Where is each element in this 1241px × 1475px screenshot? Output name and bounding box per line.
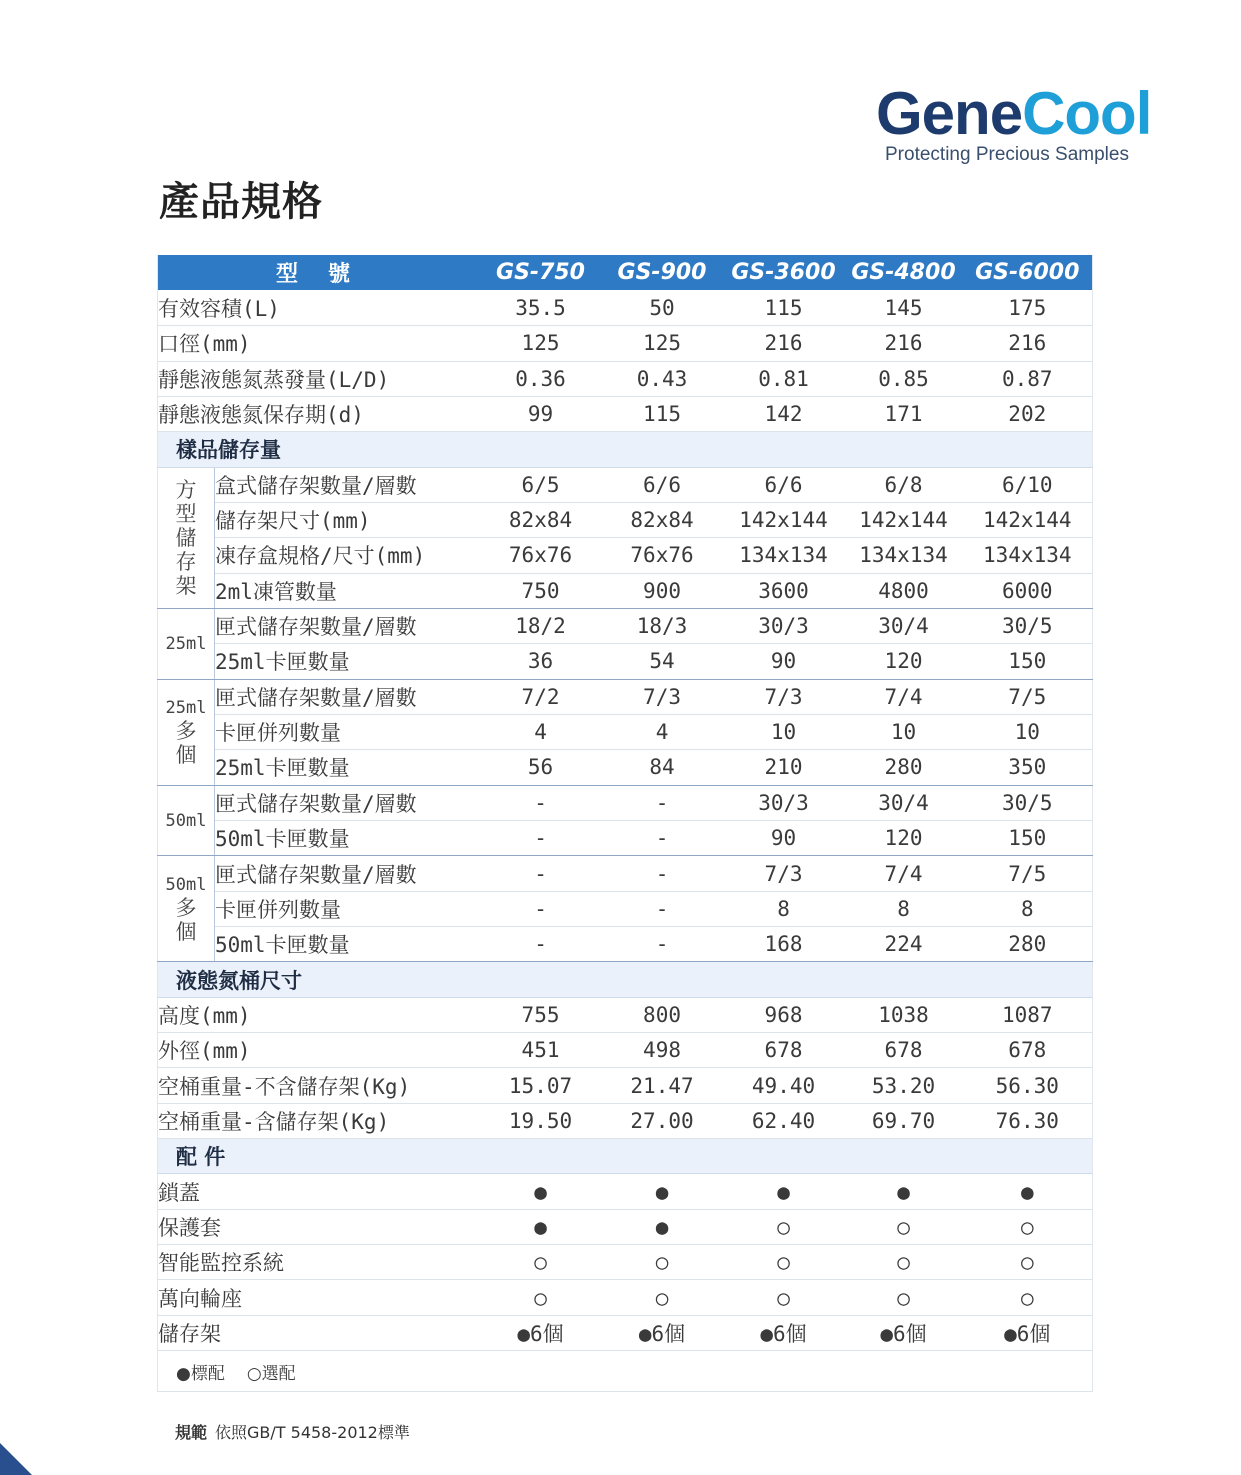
value-cell: 82x84 (480, 502, 602, 537)
row-label: 空桶重量-不含儲存架(Kg) (158, 1068, 480, 1103)
value-cell: 56.30 (963, 1068, 1093, 1103)
table-row (158, 1068, 1093, 1103)
row-label: 50ml卡匣數量 (215, 821, 480, 856)
corner-decoration (0, 1443, 32, 1475)
value-cell: 171 (845, 396, 963, 431)
value-cell: 49.40 (723, 1068, 845, 1103)
value-cell: ○ (723, 1209, 845, 1244)
value-cell: 35.5 (480, 290, 602, 325)
section-title: 液態氮桶尺寸 (158, 962, 1093, 997)
table-row (158, 1280, 1093, 1315)
value-cell: ● (480, 1174, 602, 1209)
table-row (158, 538, 1093, 573)
value-cell: - (602, 785, 723, 820)
value-cell: 54 (602, 644, 723, 679)
value-cell: 142x144 (723, 502, 845, 537)
value-cell: 125 (480, 326, 602, 361)
value-cell: 350 (963, 750, 1093, 785)
value-cell: ● (723, 1174, 845, 1209)
footnote-text: 依照GB/T 5458-2012標準 (215, 1423, 410, 1442)
value-cell: 0.43 (602, 361, 723, 396)
value-cell: 7/3 (723, 856, 845, 891)
value-cell: 0.85 (845, 361, 963, 396)
value-cell: ○ (480, 1280, 602, 1315)
value-cell: 0.36 (480, 361, 602, 396)
row-label: 保護套 (158, 1209, 480, 1244)
table-row (158, 290, 1093, 325)
value-cell: 7/2 (480, 679, 602, 714)
table-row (158, 1315, 1093, 1350)
value-cell: 134x134 (723, 538, 845, 573)
value-cell: 678 (723, 1033, 845, 1068)
value-cell: 168 (723, 927, 845, 962)
row-label: 匣式儲存架數量/層數 (215, 679, 480, 714)
value-cell: 280 (963, 927, 1093, 962)
row-label: 萬向輪座 (158, 1280, 480, 1315)
value-cell: 134x134 (845, 538, 963, 573)
value-cell: 900 (602, 573, 723, 608)
table-row (158, 396, 1093, 431)
value-cell: 10 (963, 714, 1093, 749)
row-label: 卡匣併列數量 (215, 891, 480, 926)
group-label-text: 方 型 儲 存 架 (175, 477, 197, 598)
table-row (158, 714, 1093, 749)
value-cell: 62.40 (723, 1103, 845, 1138)
header-model-name: GS-4800 (845, 255, 963, 290)
table-row (158, 750, 1093, 785)
table-row (158, 502, 1093, 537)
value-cell: 76x76 (602, 538, 723, 573)
group-label-text: 多 個 (175, 895, 197, 944)
value-cell: 19.50 (480, 1103, 602, 1138)
table-row (158, 679, 1093, 714)
value-cell: ●6個 (963, 1315, 1093, 1350)
brand-logo (876, 82, 1176, 172)
header-model-name: GS-6000 (963, 255, 1093, 290)
value-cell: 150 (963, 644, 1093, 679)
value-cell: 53.20 (845, 1068, 963, 1103)
group-label: 50ml (158, 785, 215, 856)
table-row (158, 1103, 1093, 1138)
value-cell: 175 (963, 290, 1093, 325)
group-label (158, 679, 215, 785)
table-row (158, 856, 1093, 891)
value-cell: ○ (845, 1209, 963, 1244)
value-cell: 0.81 (723, 361, 845, 396)
table-row (158, 785, 1093, 820)
legend (158, 1351, 1093, 1392)
value-cell: 7/4 (845, 856, 963, 891)
value-cell: 56 (480, 750, 602, 785)
value-cell: - (480, 785, 602, 820)
row-label: 空桶重量-含儲存架(Kg) (158, 1103, 480, 1138)
value-cell: ○ (845, 1245, 963, 1280)
row-label: 卡匣併列數量 (215, 714, 480, 749)
value-cell: - (602, 821, 723, 856)
value-cell: 216 (963, 326, 1093, 361)
row-label: 凍存盒規格/尺寸(mm) (215, 538, 480, 573)
table-row (158, 1174, 1093, 1209)
footnote-label: 規範 (175, 1423, 208, 1442)
row-label: 匣式儲存架數量/層數 (215, 856, 480, 891)
table-row (158, 1033, 1093, 1068)
value-cell: 6/5 (480, 467, 602, 502)
row-label: 靜態液態氮蒸發量(L/D) (158, 361, 480, 396)
footnote (175, 1420, 410, 1443)
value-cell: 142x144 (845, 502, 963, 537)
value-cell: 8 (963, 891, 1093, 926)
table-row (158, 1209, 1093, 1244)
table-row (158, 1245, 1093, 1280)
section-tank-size (158, 962, 1093, 997)
legend-row (158, 1351, 1093, 1392)
value-cell: ● (845, 1174, 963, 1209)
value-cell: 451 (480, 1033, 602, 1068)
row-label: 鎖蓋 (158, 1174, 480, 1209)
value-cell: 36 (480, 644, 602, 679)
value-cell: 1087 (963, 997, 1093, 1032)
group-label (158, 467, 215, 608)
value-cell: 6/6 (602, 467, 723, 502)
value-cell: 10 (723, 714, 845, 749)
value-cell: 6000 (963, 573, 1093, 608)
value-cell: 6/6 (723, 467, 845, 502)
value-cell: ○ (845, 1280, 963, 1315)
table-row (158, 608, 1093, 643)
value-cell: 120 (845, 644, 963, 679)
value-cell: ●6個 (723, 1315, 845, 1350)
value-cell: 30/4 (845, 608, 963, 643)
value-cell: ● (602, 1209, 723, 1244)
logo-cool: Cool (1022, 80, 1152, 147)
value-cell: 8 (845, 891, 963, 926)
table-row (158, 361, 1093, 396)
section-title: 樣品儲存量 (158, 432, 1093, 467)
value-cell: 3600 (723, 573, 845, 608)
value-cell: 82x84 (602, 502, 723, 537)
row-label: 儲存架尺寸(mm) (215, 502, 480, 537)
header-model-name: GS-750 (480, 255, 602, 290)
value-cell: 120 (845, 821, 963, 856)
value-cell: ○ (963, 1209, 1093, 1244)
value-cell: 115 (723, 290, 845, 325)
value-cell: 30/3 (723, 785, 845, 820)
value-cell: ○ (723, 1245, 845, 1280)
legend-standard: ●標配 (176, 1363, 225, 1384)
value-cell: 30/5 (963, 608, 1093, 643)
table-row (158, 997, 1093, 1032)
value-cell: 216 (723, 326, 845, 361)
row-label: 靜態液態氮保存期(d) (158, 396, 480, 431)
value-cell: 498 (602, 1033, 723, 1068)
table-row (158, 467, 1093, 502)
logo-tagline: Protecting Precious Samples (885, 144, 1129, 165)
table-row (158, 927, 1093, 962)
value-cell: 142 (723, 396, 845, 431)
section-accessories (158, 1139, 1093, 1174)
value-cell: 4 (602, 714, 723, 749)
row-label: 25ml卡匣數量 (215, 644, 480, 679)
value-cell: ○ (480, 1245, 602, 1280)
value-cell: 968 (723, 997, 845, 1032)
row-label: 儲存架 (158, 1315, 480, 1350)
value-cell: 84 (602, 750, 723, 785)
table-row (158, 326, 1093, 361)
value-cell: 7/5 (963, 856, 1093, 891)
value-cell: 7/3 (723, 679, 845, 714)
value-cell: 30/3 (723, 608, 845, 643)
value-cell: - (480, 891, 602, 926)
row-label: 智能監控系統 (158, 1245, 480, 1280)
spec-table (157, 255, 1093, 1392)
value-cell: ● (602, 1174, 723, 1209)
section-title: 配 件 (158, 1139, 1093, 1174)
value-cell: 125 (602, 326, 723, 361)
value-cell: ○ (602, 1280, 723, 1315)
table-row (158, 821, 1093, 856)
table-header-row (158, 255, 1093, 290)
value-cell: 145 (845, 290, 963, 325)
value-cell: 76.30 (963, 1103, 1093, 1138)
row-label: 匣式儲存架數量/層數 (215, 608, 480, 643)
row-label: 有效容積(L) (158, 290, 480, 325)
value-cell: ●6個 (480, 1315, 602, 1350)
table-row (158, 644, 1093, 679)
value-cell: 6/10 (963, 467, 1093, 502)
value-cell: ○ (723, 1280, 845, 1315)
group-label (158, 856, 215, 962)
page-title: 產品規格 (159, 179, 323, 225)
value-cell: ●6個 (602, 1315, 723, 1350)
logo-gene: Gene (876, 80, 1023, 147)
header-model-name: GS-3600 (723, 255, 845, 290)
value-cell: 15.07 (480, 1068, 602, 1103)
value-cell: ●6個 (845, 1315, 963, 1350)
value-cell: 7/4 (845, 679, 963, 714)
value-cell: 202 (963, 396, 1093, 431)
value-cell: 216 (845, 326, 963, 361)
value-cell: 21.47 (602, 1068, 723, 1103)
row-label: 2ml凍管數量 (215, 573, 480, 608)
value-cell: 7/3 (602, 679, 723, 714)
value-cell: 800 (602, 997, 723, 1032)
value-cell: - (602, 856, 723, 891)
group-label-volume: 25ml (165, 698, 207, 719)
section-storage (158, 432, 1093, 467)
value-cell: 76x76 (480, 538, 602, 573)
value-cell: 4 (480, 714, 602, 749)
value-cell: 134x134 (963, 538, 1093, 573)
value-cell: 90 (723, 821, 845, 856)
row-label: 外徑(mm) (158, 1033, 480, 1068)
value-cell: ○ (963, 1280, 1093, 1315)
value-cell: 69.70 (845, 1103, 963, 1138)
row-label: 50ml卡匣數量 (215, 927, 480, 962)
row-label: 盒式儲存架數量/層數 (215, 467, 480, 502)
value-cell: - (480, 927, 602, 962)
value-cell: 30/4 (845, 785, 963, 820)
value-cell: 150 (963, 821, 1093, 856)
value-cell: 750 (480, 573, 602, 608)
value-cell: 678 (845, 1033, 963, 1068)
value-cell: 8 (723, 891, 845, 926)
value-cell: 280 (845, 750, 963, 785)
value-cell: - (480, 856, 602, 891)
row-label: 匣式儲存架數量/層數 (215, 785, 480, 820)
value-cell: - (602, 891, 723, 926)
logo-wordmark (876, 82, 1151, 146)
group-label-volume: 50ml (165, 874, 207, 895)
group-label: 25ml (158, 608, 215, 679)
value-cell: 755 (480, 997, 602, 1032)
value-cell: - (602, 927, 723, 962)
table-row (158, 891, 1093, 926)
table-row (158, 573, 1093, 608)
row-label: 25ml卡匣數量 (215, 750, 480, 785)
row-label: 口徑(mm) (158, 326, 480, 361)
value-cell: 18/3 (602, 608, 723, 643)
header-model-name: GS-900 (602, 255, 723, 290)
value-cell: 678 (963, 1033, 1093, 1068)
value-cell: 99 (480, 396, 602, 431)
value-cell: 50 (602, 290, 723, 325)
value-cell: 30/5 (963, 785, 1093, 820)
value-cell: 6/8 (845, 467, 963, 502)
value-cell: ○ (963, 1245, 1093, 1280)
value-cell: 7/5 (963, 679, 1093, 714)
value-cell: ● (963, 1174, 1093, 1209)
value-cell: 142x144 (963, 502, 1093, 537)
value-cell: 1038 (845, 997, 963, 1032)
header-model-label: 型號 (158, 255, 480, 290)
value-cell: ● (480, 1209, 602, 1244)
legend-optional: ○選配 (246, 1363, 296, 1384)
value-cell: - (480, 821, 602, 856)
value-cell: 4800 (845, 573, 963, 608)
value-cell: 27.00 (602, 1103, 723, 1138)
value-cell: 10 (845, 714, 963, 749)
value-cell: 18/2 (480, 608, 602, 643)
value-cell: 210 (723, 750, 845, 785)
row-label: 高度(mm) (158, 997, 480, 1032)
value-cell: 90 (723, 644, 845, 679)
value-cell: 115 (602, 396, 723, 431)
value-cell: 224 (845, 927, 963, 962)
group-label-text: 多 個 (175, 719, 197, 768)
value-cell: 0.87 (963, 361, 1093, 396)
value-cell: ○ (602, 1245, 723, 1280)
